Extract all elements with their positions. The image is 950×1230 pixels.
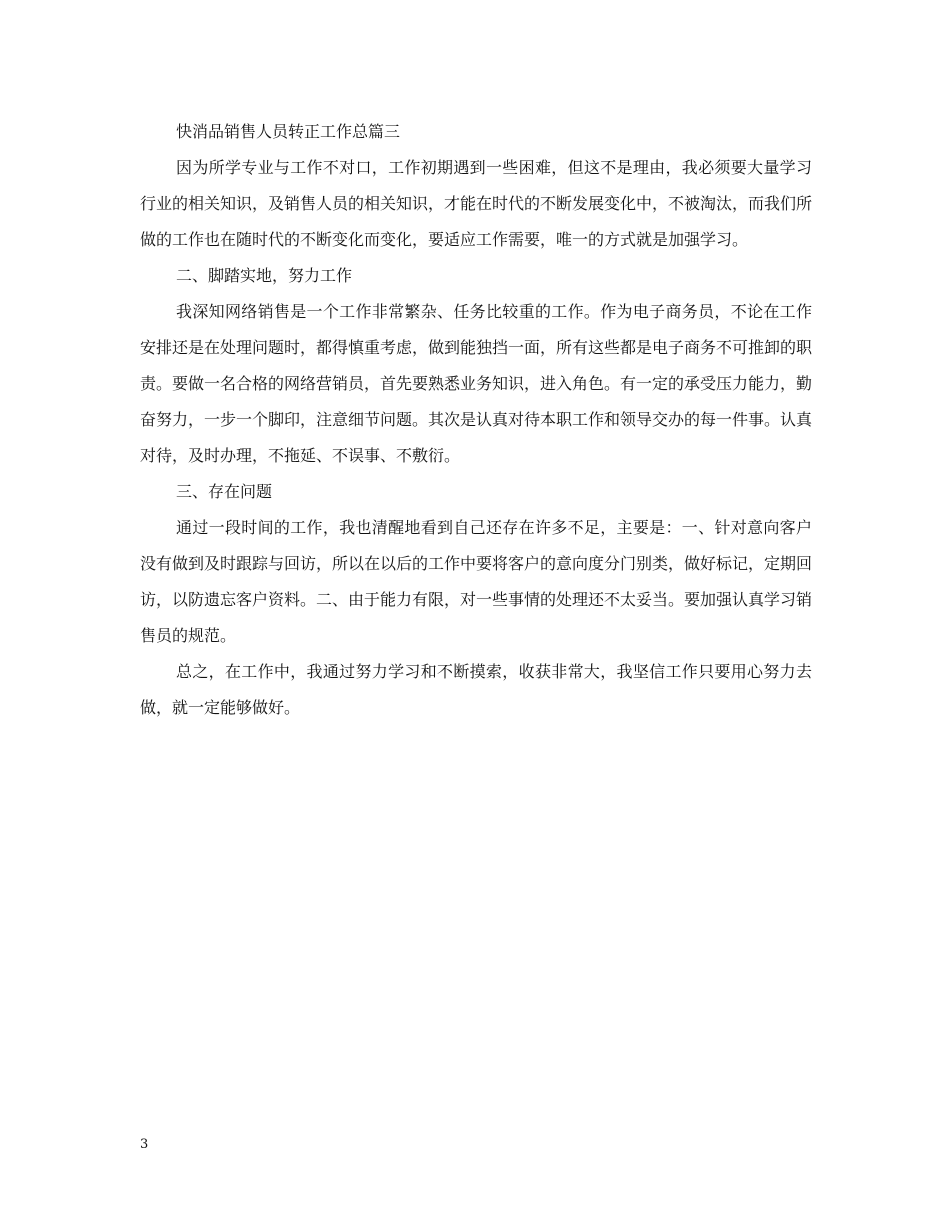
paragraph-problems: 通过一段时间的工作，我也清醒地看到自己还存在许多不足，主要是：一、针对意向客户没有做到及时跟踪与回访，所以在以后的工作中要将客户的意向度分门别类，做好标记，定期回访，以防遗忘客户资料。二、由于能力有限，对一些事情的处理还不太妥当。要加强认真学习销售员的规范。 (140, 518, 813, 645)
section-heading-work: 二、脚踏实地，努力工作 (176, 266, 353, 285)
page-number: 3 (140, 1137, 149, 1152)
document-body (140, 114, 812, 726)
section-title: 快消品销售人员转正工作总篇三 (176, 122, 401, 141)
paragraph-work: 我深知网络销售是一个工作非常繁杂、任务比较重的工作。作为电子商务员，不论在工作安排还是在处理问题时，都得慎重考虑，做到能独挡一面，所有这些都是电子商务不可推卸的职责。要做一名合格的网络营销员，首先要熟悉业务知识，进入角色。有一定的承受压力能力，勤奋努力，一步一个脚印，注意细节问题。其次是认真对待本职工作和领导交办的每一件事。认真对待，及时办理，不拖延、不误事、不敷衍。 (140, 302, 813, 465)
section-heading-problems: 三、存在问题 (176, 482, 273, 501)
paragraph-study: 因为所学专业与工作不对口，工作初期遇到一些困难，但这不是理由，我必须要大量学习行业的相关知识，及销售人员的相关知识，才能在时代的不断发展变化中，不被淘汰，而我们所做的工作也在随时代的不断变化而变化，要适应工作需要，唯一的方式就是加强学习。 (140, 158, 813, 249)
paragraph-conclusion: 总之，在工作中，我通过努力学习和不断摸索，收获非常大，我坚信工作只要用心努力去做，就一定能够做好。 (140, 662, 812, 717)
